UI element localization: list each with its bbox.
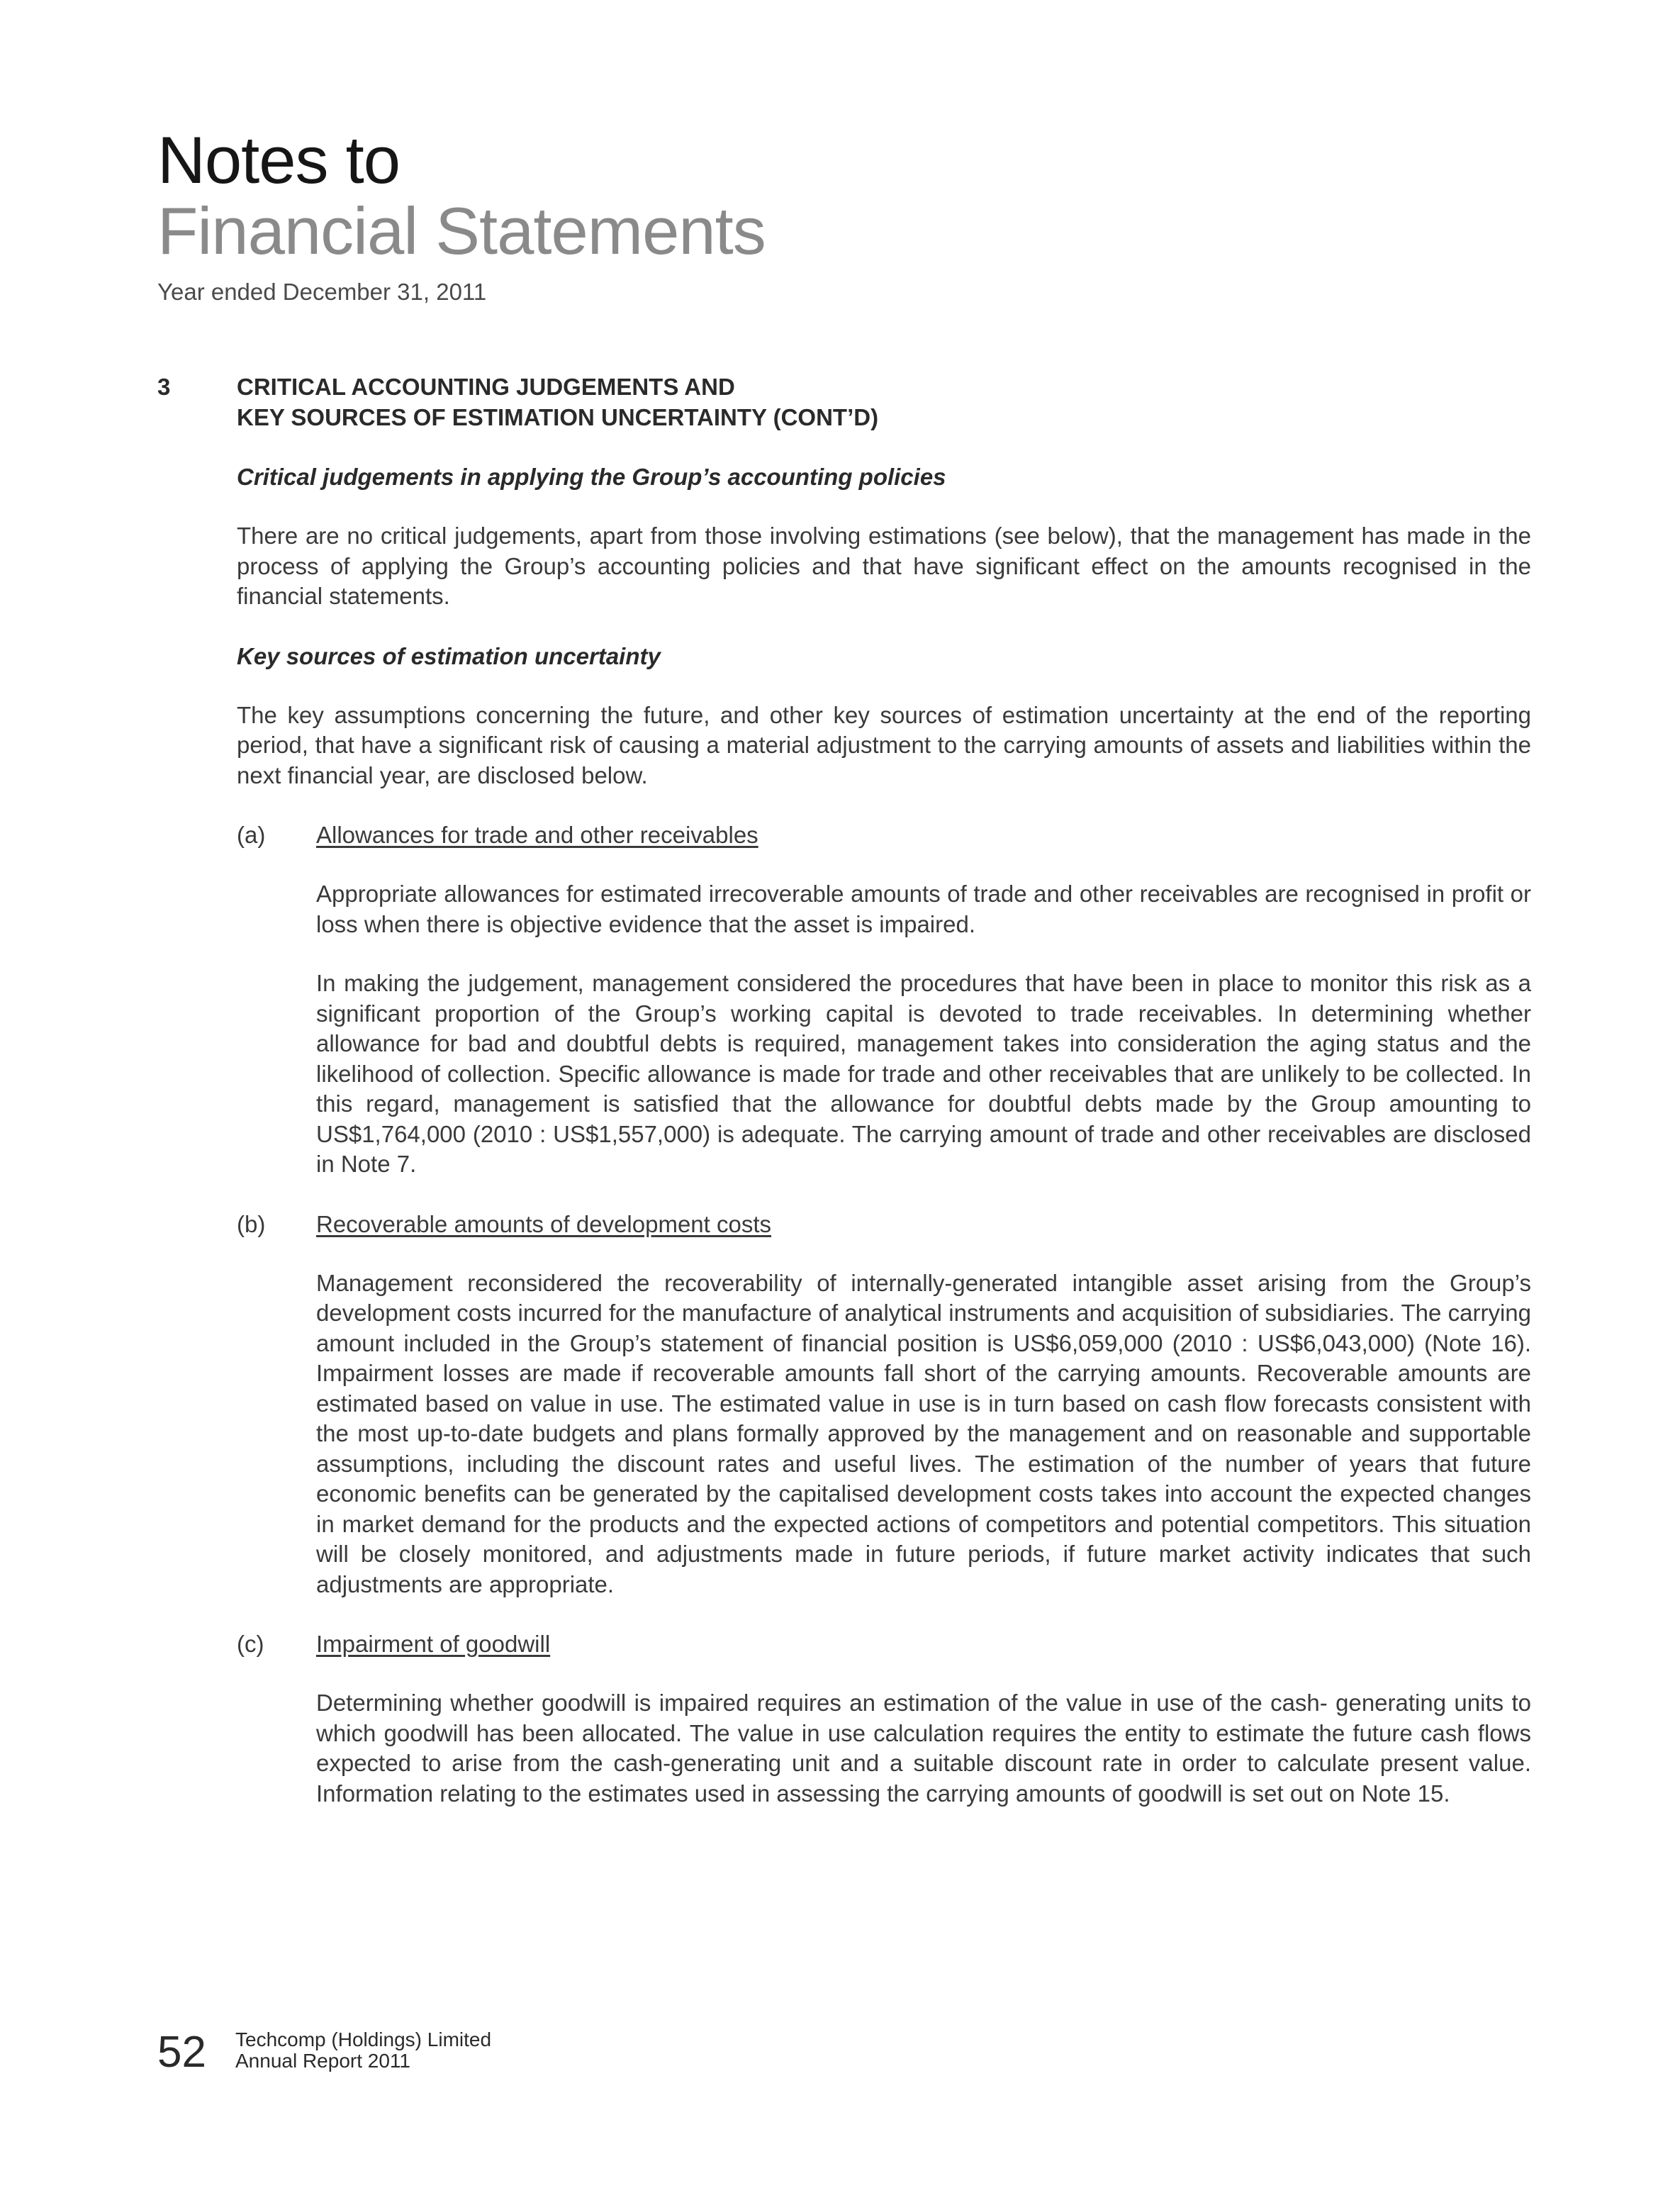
item-paragraph: In making the judgement, management considered the procedures that have been in place to monitor this risk as a significant proportion of the Group’s working capital is devoted to trade receivables. In determining whether allowance for bad and doubtful debts is required, management takes into consideration the aging status and the likelihood of collection. Specific allowance is made for trade and other receivables that are unlikely to be collected. In this regard, management is satisfied that the allowance for doubtful debts made by the Group amounting to US$1,764,000 (2010 : US$1,557,000) is adequate. The carrying amount of trade and other receivables are disclosed in Note 7. <box>316 970 1531 1177</box>
item-title: Recoverable amounts of development costs <box>316 1210 772 1237</box>
section-title-line2: KEY SOURCES OF ESTIMATION UNCERTAINTY (CONT’D) <box>237 404 879 430</box>
section-number: 3 <box>157 374 171 400</box>
paragraph-key-sources: The key assumptions concerning the future, and other key sources of estimation uncertainty at the end of the reporting period, that have a significant risk of causing a material adjustment to the carrying amounts of assets and liabilities within the next financial year, are disclosed below. <box>237 701 1531 788</box>
paragraph-critical-judgements: There are no critical judgements, apart from those involving estimations (see below), that the management has made in the process of applying the Group’s accounting policies and that have significant effect on the amounts recognised in the financial statements. <box>237 523 1531 609</box>
subheading-key-sources: Key sources of estimation uncertainty <box>237 642 661 669</box>
section-body <box>237 462 1531 1809</box>
footer-report: Annual Report 2011 <box>235 2050 410 2072</box>
section-heading <box>157 372 1531 432</box>
page-header <box>157 125 1547 306</box>
list-item-a <box>237 820 1531 1180</box>
item-letter: (a) <box>237 822 266 848</box>
page-title-line1: Notes to <box>157 123 401 197</box>
note-section <box>157 372 1531 1809</box>
section-title-line1: CRITICAL ACCOUNTING JUDGEMENTS AND <box>237 374 735 400</box>
list-item-c <box>237 1629 1531 1809</box>
footer-text <box>235 2029 491 2072</box>
item-body <box>316 820 1531 1180</box>
page-subtitle: Year ended December 31, 2011 <box>157 279 487 305</box>
item-letter: (b) <box>237 1210 266 1237</box>
list-item-b <box>237 1209 1531 1600</box>
item-body <box>316 1629 1531 1809</box>
item-paragraph: Management reconsidered the recoverability of internally-generated intangible asset arising from the Group’s development costs incurred for the manufacture of analytical instruments and acquisition of subsidiaries. The carrying amount included in the Group’s statement of financial position is US$6,059,000 (2010 : US$6,043,000) (Note 16). Impairment losses are made if recoverable amounts fall short of the carrying amounts. Recoverable amounts are estimated based on value in use. The estimated value in use is in turn based on cash flow forecasts consistent with the most up-to-date budgets and plans formally approved by the management and on reasonable and supportable assumptions, including the discount rates and useful lives. The estimation of the number of years that future economic benefits can be generated by the capitalised development costs takes into account the expected changes in market demand for the products and the expected actions of competitors and potential competitors. This situation will be closely monitored, and adjustments made in future periods, if future market activity indicates that such adjustments are appropriate. <box>316 1269 1531 1597</box>
item-paragraph: Appropriate allowances for estimated irrecoverable amounts of trade and other receivables are recognised in profit or loss when there is objective evidence that the asset is impaired. <box>316 881 1531 937</box>
item-title: Allowances for trade and other receivables <box>316 822 758 848</box>
page-title-line2: Financial Statements <box>157 194 766 268</box>
item-paragraph: Determining whether goodwill is impaired requires an estimation of the value in use of the cash- generating units to which goodwill has been allocated. The value in use calculation requires the entity to estimate the future cash flows expected to arise from the cash-generating unit and a suitable discount rate in order to calculate present value. Information relating to the estimates used in assessing the carrying amounts of goodwill is set out on Note 15. <box>316 1690 1531 1807</box>
item-title: Impairment of goodwill <box>316 1631 551 1657</box>
subheading-critical-judgements: Critical judgements in applying the Group’s accounting policies <box>237 464 946 490</box>
page-number: 52 <box>157 2028 206 2077</box>
item-body <box>316 1209 1531 1600</box>
item-letter: (c) <box>237 1631 264 1657</box>
footer-company: Techcomp (Holdings) Limited <box>235 2028 492 2050</box>
